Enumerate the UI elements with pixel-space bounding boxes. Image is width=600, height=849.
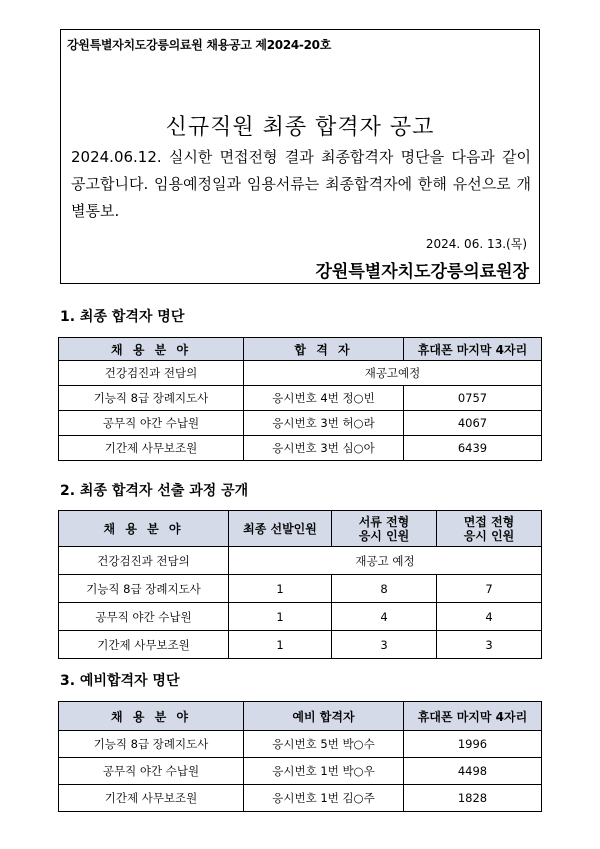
cell-person: 응시번호 1번 박○우 [244,758,404,785]
cell-doc: 8 [332,575,437,603]
table-header-row [59,511,542,547]
cell-doc: 4 [332,603,437,631]
table-row [59,603,542,631]
col-header: 채 용 분 야 [59,511,229,547]
col-header: 최종 선발인원 [229,511,332,547]
table-header-row [59,338,542,361]
cell-person: 응시번호 3번 허○라 [244,411,404,436]
cell-doc: 3 [332,631,437,659]
cell-person: 응시번호 5번 박○수 [244,731,404,758]
reserve-passers-table [58,701,542,812]
cell-field: 기능직 8급 장례지도사 [59,386,244,411]
notice-date: 2024. 06. 13.(목) [425,237,527,251]
cell-field: 공무직 야간 수납원 [59,603,229,631]
cell-interview: 3 [437,631,542,659]
cell-phone: 4067 [404,411,542,436]
cell-selected: 1 [229,603,332,631]
table-header-row [59,702,542,731]
cell-merged: 재공고예정 [244,361,542,386]
cell-selected: 1 [229,575,332,603]
table-row [59,575,542,603]
cell-merged: 재공고 예정 [229,547,542,575]
notice-header: 강원특별자치도강릉의료원 채용공고 제2024-20호 [67,38,331,52]
cell-phone: 6439 [404,436,542,461]
section2-heading: 2. 최종 합격자 선출 과정 공개 [60,483,249,499]
notice-org: 강원특별자치도강릉의료원장 [315,262,529,282]
col-header: 채 용 분 야 [59,702,244,731]
section1-heading: 1. 최종 합격자 명단 [60,309,185,325]
notice-title: 신규직원 최종 합격자 공고 [165,115,435,140]
cell-interview: 7 [437,575,542,603]
cell-field: 기능직 8급 장례지도사 [59,731,244,758]
cell-phone: 1828 [404,785,542,812]
cell-phone: 1996 [404,731,542,758]
table-row [59,386,542,411]
table-row [59,411,542,436]
notice-body: 2024.06.12. 실시한 면접전형 결과 최종합격자 명단을 다음과 같이 공고합니다. 임용예정일과 임용서류는 최종합격자에 한해 유선으로 개별통보. [71,148,531,220]
cell-interview: 4 [437,603,542,631]
col-header: 채 용 분 야 [59,338,244,361]
cell-selected: 1 [229,631,332,659]
cell-phone: 0757 [404,386,542,411]
table-row [59,731,542,758]
col-header: 예비 합격자 [244,702,404,731]
col-header: 휴대폰 마지막 4자리 [404,338,542,361]
col-header: 합 격 자 [244,338,404,361]
cell-person: 응시번호 4번 정○빈 [244,386,404,411]
selection-process-table [58,510,542,659]
table-row [59,758,542,785]
cell-field: 공무직 야간 수납원 [59,758,244,785]
cell-person: 응시번호 3번 심○아 [244,436,404,461]
col-header: 면접 전형 응시 인원 [437,511,542,547]
cell-field: 공무직 야간 수납원 [59,411,244,436]
section3-heading: 3. 예비합격자 명단 [60,673,180,689]
cell-field: 건강검진과 전담의 [59,547,229,575]
table-row [59,631,542,659]
table-row [59,361,542,386]
cell-field: 기간제 사무보조원 [59,631,229,659]
cell-phone: 4498 [404,758,542,785]
final-passers-table [58,337,542,461]
table-row [59,547,542,575]
notice-box [60,29,540,284]
col-header: 서류 전형 응시 인원 [332,511,437,547]
table-row [59,436,542,461]
cell-field: 기간제 사무보조원 [59,785,244,812]
cell-field: 기간제 사무보조원 [59,436,244,461]
cell-field: 건강검진과 전담의 [59,361,244,386]
col-header: 휴대폰 마지막 4자리 [404,702,542,731]
table-row [59,785,542,812]
cell-field: 기능직 8급 장례지도사 [59,575,229,603]
cell-person: 응시번호 1번 김○주 [244,785,404,812]
